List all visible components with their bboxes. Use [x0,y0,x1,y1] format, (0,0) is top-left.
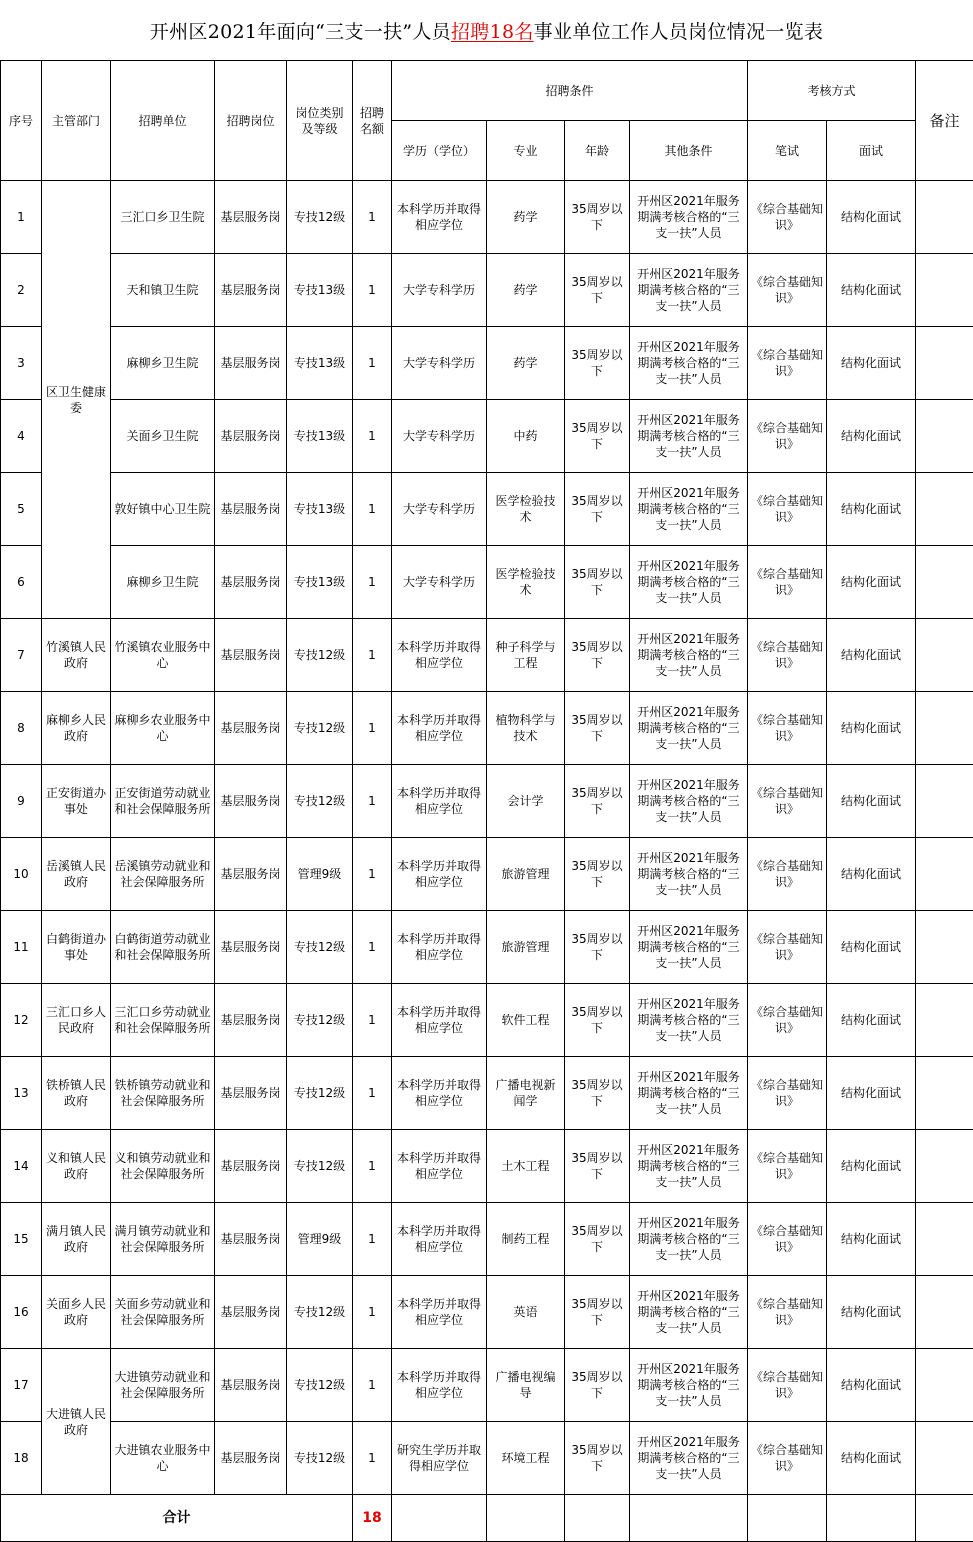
cell-written: 《综合基础知识》 [748,1130,827,1203]
cell-category: 专技12级 [287,1349,353,1422]
cell-remarks [916,1276,973,1349]
header-quota: 招聘名额 [353,61,392,181]
cell-remarks [916,546,973,619]
cell-written: 《综合基础知识》 [748,765,827,838]
cell-no: 1 [1,181,42,254]
cell-quota: 1 [353,838,392,911]
cell-category: 管理9级 [287,838,353,911]
cell-unit: 铁桥镇劳动就业和社会保障服务所 [111,1057,215,1130]
cell-age: 35周岁以下 [565,765,630,838]
cell-dept: 正安街道办事处 [42,765,111,838]
cell-quota: 1 [353,1203,392,1276]
cell-dept: 区卫生健康委 [42,181,111,619]
cell-category: 专技12级 [287,1130,353,1203]
cell-remarks [916,1422,973,1495]
cell-major: 种子科学与工程 [487,619,565,692]
cell-unit: 满月镇劳动就业和社会保障服务所 [111,1203,215,1276]
cell-written: 《综合基础知识》 [748,984,827,1057]
cell-age: 35周岁以下 [565,400,630,473]
cell-post: 基层服务岗 [215,327,287,400]
cell-age: 35周岁以下 [565,692,630,765]
cell-other: 开州区2021年服务期满考核合格的“三支一扶”人员 [630,692,748,765]
total-empty [565,1495,630,1542]
header-major: 专业 [487,121,565,181]
cell-quota: 1 [353,619,392,692]
cell-no: 7 [1,619,42,692]
cell-no: 10 [1,838,42,911]
table-row [1,838,973,911]
cell-quota: 1 [353,181,392,254]
cell-no: 16 [1,1276,42,1349]
header-interview: 面试 [827,121,916,181]
cell-category: 专技13级 [287,473,353,546]
cell-unit: 麻柳乡卫生院 [111,546,215,619]
table-row [1,473,973,546]
table-row [1,692,973,765]
cell-major: 英语 [487,1276,565,1349]
cell-major: 软件工程 [487,984,565,1057]
cell-interview: 结构化面试 [827,765,916,838]
table-row [1,911,973,984]
cell-unit: 麻柳乡卫生院 [111,327,215,400]
cell-interview: 结构化面试 [827,692,916,765]
cell-other: 开州区2021年服务期满考核合格的“三支一扶”人员 [630,765,748,838]
cell-no: 9 [1,765,42,838]
cell-quota: 1 [353,1130,392,1203]
cell-no: 5 [1,473,42,546]
cell-category: 专技12级 [287,1057,353,1130]
cell-no: 18 [1,1422,42,1495]
cell-quota: 1 [353,1349,392,1422]
cell-quota: 1 [353,546,392,619]
cell-other: 开州区2021年服务期满考核合格的“三支一扶”人员 [630,473,748,546]
cell-unit: 岳溪镇劳动就业和社会保障服务所 [111,838,215,911]
cell-edu: 本科学历并取得相应学位 [392,911,487,984]
cell-category: 专技12级 [287,1276,353,1349]
cell-unit: 正安街道劳动就业和社会保障服务所 [111,765,215,838]
cell-post: 基层服务岗 [215,254,287,327]
cell-remarks [916,619,973,692]
cell-post: 基层服务岗 [215,692,287,765]
cell-unit: 大进镇农业服务中心 [111,1422,215,1495]
cell-edu: 本科学历并取得相应学位 [392,692,487,765]
cell-written: 《综合基础知识》 [748,1203,827,1276]
cell-other: 开州区2021年服务期满考核合格的“三支一扶”人员 [630,619,748,692]
cell-written: 《综合基础知识》 [748,327,827,400]
cell-major: 环境工程 [487,1422,565,1495]
cell-unit: 天和镇卫生院 [111,254,215,327]
cell-age: 35周岁以下 [565,1057,630,1130]
cell-age: 35周岁以下 [565,1422,630,1495]
total-value: 18 [353,1495,392,1542]
cell-remarks [916,181,973,254]
cell-post: 基层服务岗 [215,400,287,473]
cell-written: 《综合基础知识》 [748,473,827,546]
cell-remarks [916,1349,973,1422]
cell-written: 《综合基础知识》 [748,400,827,473]
cell-remarks [916,1203,973,1276]
cell-edu: 本科学历并取得相应学位 [392,1276,487,1349]
cell-interview: 结构化面试 [827,1130,916,1203]
cell-major: 土木工程 [487,1130,565,1203]
table-row [1,327,973,400]
header-conditions: 招聘条件 [392,61,748,121]
cell-no: 6 [1,546,42,619]
cell-dept: 满月镇人民政府 [42,1203,111,1276]
cell-category: 专技12级 [287,1422,353,1495]
cell-unit: 白鹤街道劳动就业和社会保障服务所 [111,911,215,984]
header-row [1,61,973,121]
cell-unit: 麻柳乡农业服务中心 [111,692,215,765]
header-dept: 主管部门 [42,61,111,181]
title-text: 开州区2021年面向“三支一扶”人员 [150,17,451,44]
cell-major: 会计学 [487,765,565,838]
cell-post: 基层服务岗 [215,181,287,254]
cell-dept: 白鹤街道办事处 [42,911,111,984]
cell-category: 专技13级 [287,546,353,619]
cell-interview: 结构化面试 [827,254,916,327]
cell-major: 广播电视新闻学 [487,1057,565,1130]
cell-written: 《综合基础知识》 [748,546,827,619]
page-title [0,0,973,60]
cell-interview: 结构化面试 [827,1422,916,1495]
cell-age: 35周岁以下 [565,254,630,327]
cell-age: 35周岁以下 [565,1203,630,1276]
cell-dept: 关面乡人民政府 [42,1276,111,1349]
cell-remarks [916,692,973,765]
cell-dept: 大进镇人民政府 [42,1349,111,1495]
cell-post: 基层服务岗 [215,1057,287,1130]
cell-other: 开州区2021年服务期满考核合格的“三支一扶”人员 [630,254,748,327]
cell-written: 《综合基础知识》 [748,1349,827,1422]
cell-post: 基层服务岗 [215,1276,287,1349]
cell-major: 旅游管理 [487,838,565,911]
title-text-end: 事业单位工作人员岗位情况一览表 [534,17,824,44]
cell-dept: 麻柳乡人民政府 [42,692,111,765]
cell-edu: 本科学历并取得相应学位 [392,1349,487,1422]
cell-interview: 结构化面试 [827,181,916,254]
cell-category: 专技12级 [287,692,353,765]
cell-interview: 结构化面试 [827,1276,916,1349]
cell-unit: 三汇口乡劳动就业和社会保障服务所 [111,984,215,1057]
cell-interview: 结构化面试 [827,911,916,984]
cell-other: 开州区2021年服务期满考核合格的“三支一扶”人员 [630,1422,748,1495]
cell-other: 开州区2021年服务期满考核合格的“三支一扶”人员 [630,181,748,254]
header-remarks: 备注 [916,61,973,181]
cell-age: 35周岁以下 [565,838,630,911]
cell-post: 基层服务岗 [215,1422,287,1495]
cell-post: 基层服务岗 [215,838,287,911]
table-row [1,254,973,327]
header-other: 其他条件 [630,121,748,181]
cell-interview: 结构化面试 [827,619,916,692]
cell-no: 17 [1,1349,42,1422]
cell-edu: 本科学历并取得相应学位 [392,838,487,911]
cell-age: 35周岁以下 [565,1349,630,1422]
cell-age: 35周岁以下 [565,181,630,254]
cell-interview: 结构化面试 [827,1057,916,1130]
cell-other: 开州区2021年服务期满考核合格的“三支一扶”人员 [630,1276,748,1349]
table-row [1,619,973,692]
cell-quota: 1 [353,400,392,473]
cell-major: 药学 [487,327,565,400]
cell-no: 8 [1,692,42,765]
header-exam: 考核方式 [748,61,916,121]
cell-edu: 大学专科学历 [392,254,487,327]
cell-post: 基层服务岗 [215,1349,287,1422]
header-post: 招聘岗位 [215,61,287,181]
table-row [1,1057,973,1130]
cell-other: 开州区2021年服务期满考核合格的“三支一扶”人员 [630,546,748,619]
cell-unit: 大进镇劳动就业和社会保障服务所 [111,1349,215,1422]
header-written: 笔试 [748,121,827,181]
cell-post: 基层服务岗 [215,984,287,1057]
cell-remarks [916,1057,973,1130]
cell-written: 《综合基础知识》 [748,1057,827,1130]
cell-age: 35周岁以下 [565,1130,630,1203]
cell-post: 基层服务岗 [215,911,287,984]
cell-no: 15 [1,1203,42,1276]
cell-remarks [916,327,973,400]
cell-unit: 敦好镇中心卫生院 [111,473,215,546]
cell-quota: 1 [353,984,392,1057]
cell-no: 4 [1,400,42,473]
cell-no: 13 [1,1057,42,1130]
cell-edu: 本科学历并取得相应学位 [392,1130,487,1203]
cell-quota: 1 [353,692,392,765]
table-row [1,1349,973,1422]
cell-other: 开州区2021年服务期满考核合格的“三支一扶”人员 [630,911,748,984]
cell-category: 专技12级 [287,765,353,838]
total-empty [630,1495,748,1542]
cell-age: 35周岁以下 [565,327,630,400]
cell-age: 35周岁以下 [565,546,630,619]
cell-other: 开州区2021年服务期满考核合格的“三支一扶”人员 [630,400,748,473]
table-row [1,400,973,473]
cell-interview: 结构化面试 [827,984,916,1057]
cell-category: 专技13级 [287,327,353,400]
cell-other: 开州区2021年服务期满考核合格的“三支一扶”人员 [630,1057,748,1130]
cell-age: 35周岁以下 [565,911,630,984]
cell-remarks [916,984,973,1057]
cell-unit: 义和镇劳动就业和社会保障服务所 [111,1130,215,1203]
cell-major: 药学 [487,254,565,327]
cell-category: 专技12级 [287,181,353,254]
cell-dept: 铁桥镇人民政府 [42,1057,111,1130]
cell-edu: 本科学历并取得相应学位 [392,765,487,838]
total-empty [748,1495,827,1542]
cell-written: 《综合基础知识》 [748,181,827,254]
total-empty [487,1495,565,1542]
title-highlight: 招聘18名 [451,17,534,44]
table-row [1,1422,973,1495]
cell-written: 《综合基础知识》 [748,1276,827,1349]
cell-remarks [916,765,973,838]
cell-no: 3 [1,327,42,400]
cell-unit: 竹溪镇农业服务中心 [111,619,215,692]
table-row [1,181,973,254]
cell-age: 35周岁以下 [565,619,630,692]
cell-written: 《综合基础知识》 [748,619,827,692]
cell-quota: 1 [353,911,392,984]
table-row [1,546,973,619]
cell-edu: 大学专科学历 [392,327,487,400]
cell-other: 开州区2021年服务期满考核合格的“三支一扶”人员 [630,1203,748,1276]
cell-quota: 1 [353,254,392,327]
cell-age: 35周岁以下 [565,1276,630,1349]
cell-remarks [916,911,973,984]
cell-edu: 大学专科学历 [392,400,487,473]
cell-dept: 义和镇人民政府 [42,1130,111,1203]
header-unit: 招聘单位 [111,61,215,181]
cell-age: 35周岁以下 [565,984,630,1057]
total-empty [916,1495,973,1542]
cell-quota: 1 [353,327,392,400]
cell-remarks [916,473,973,546]
cell-other: 开州区2021年服务期满考核合格的“三支一扶”人员 [630,1130,748,1203]
cell-category: 专技12级 [287,911,353,984]
cell-unit: 三汇口乡卫生院 [111,181,215,254]
cell-major: 中药 [487,400,565,473]
total-row [1,1495,973,1542]
cell-interview: 结构化面试 [827,1349,916,1422]
recruitment-table [0,60,973,1542]
cell-edu: 本科学历并取得相应学位 [392,1057,487,1130]
cell-edu: 本科学历并取得相应学位 [392,181,487,254]
cell-post: 基层服务岗 [215,1130,287,1203]
cell-major: 广播电视编导 [487,1349,565,1422]
cell-edu: 本科学历并取得相应学位 [392,984,487,1057]
cell-no: 14 [1,1130,42,1203]
cell-interview: 结构化面试 [827,400,916,473]
cell-dept: 竹溪镇人民政府 [42,619,111,692]
header-category: 岗位类别及等级 [287,61,353,181]
cell-post: 基层服务岗 [215,1203,287,1276]
cell-edu: 大学专科学历 [392,473,487,546]
cell-category: 专技13级 [287,254,353,327]
cell-age: 35周岁以下 [565,473,630,546]
cell-interview: 结构化面试 [827,327,916,400]
cell-no: 12 [1,984,42,1057]
cell-major: 医学检验技术 [487,546,565,619]
cell-post: 基层服务岗 [215,765,287,838]
cell-written: 《综合基础知识》 [748,692,827,765]
cell-no: 2 [1,254,42,327]
cell-written: 《综合基础知识》 [748,911,827,984]
cell-other: 开州区2021年服务期满考核合格的“三支一扶”人员 [630,838,748,911]
cell-major: 医学检验技术 [487,473,565,546]
cell-major: 植物科学与技术 [487,692,565,765]
header-age: 年龄 [565,121,630,181]
cell-other: 开州区2021年服务期满考核合格的“三支一扶”人员 [630,1349,748,1422]
cell-quota: 1 [353,765,392,838]
cell-written: 《综合基础知识》 [748,838,827,911]
table-row [1,1203,973,1276]
cell-quota: 1 [353,1422,392,1495]
total-empty [827,1495,916,1542]
cell-edu: 研究生学历并取得相应学位 [392,1422,487,1495]
cell-category: 专技13级 [287,400,353,473]
cell-dept: 三汇口乡人民政府 [42,984,111,1057]
cell-other: 开州区2021年服务期满考核合格的“三支一扶”人员 [630,984,748,1057]
cell-dept: 岳溪镇人民政府 [42,838,111,911]
table-row [1,984,973,1057]
cell-remarks [916,400,973,473]
cell-no: 11 [1,911,42,984]
cell-interview: 结构化面试 [827,473,916,546]
table-row [1,765,973,838]
cell-other: 开州区2021年服务期满考核合格的“三支一扶”人员 [630,327,748,400]
cell-edu: 本科学历并取得相应学位 [392,619,487,692]
cell-written: 《综合基础知识》 [748,1422,827,1495]
table-row [1,1130,973,1203]
total-label: 合计 [1,1495,353,1542]
cell-remarks [916,254,973,327]
table-row [1,1276,973,1349]
cell-major: 制药工程 [487,1203,565,1276]
cell-edu: 本科学历并取得相应学位 [392,1203,487,1276]
cell-major: 旅游管理 [487,911,565,984]
cell-category: 管理9级 [287,1203,353,1276]
cell-unit: 关面乡劳动就业和社会保障服务所 [111,1276,215,1349]
cell-remarks [916,838,973,911]
cell-interview: 结构化面试 [827,546,916,619]
cell-remarks [916,1130,973,1203]
cell-interview: 结构化面试 [827,1203,916,1276]
cell-unit: 关面乡卫生院 [111,400,215,473]
cell-quota: 1 [353,1057,392,1130]
cell-quota: 1 [353,1276,392,1349]
cell-category: 专技12级 [287,984,353,1057]
header-edu: 学历（学位） [392,121,487,181]
cell-post: 基层服务岗 [215,546,287,619]
cell-post: 基层服务岗 [215,473,287,546]
cell-post: 基层服务岗 [215,619,287,692]
cell-category: 专技12级 [287,619,353,692]
total-empty [392,1495,487,1542]
cell-major: 药学 [487,181,565,254]
cell-edu: 大学专科学历 [392,546,487,619]
cell-written: 《综合基础知识》 [748,254,827,327]
cell-quota: 1 [353,473,392,546]
cell-interview: 结构化面试 [827,838,916,911]
header-seq: 序号 [1,61,42,181]
